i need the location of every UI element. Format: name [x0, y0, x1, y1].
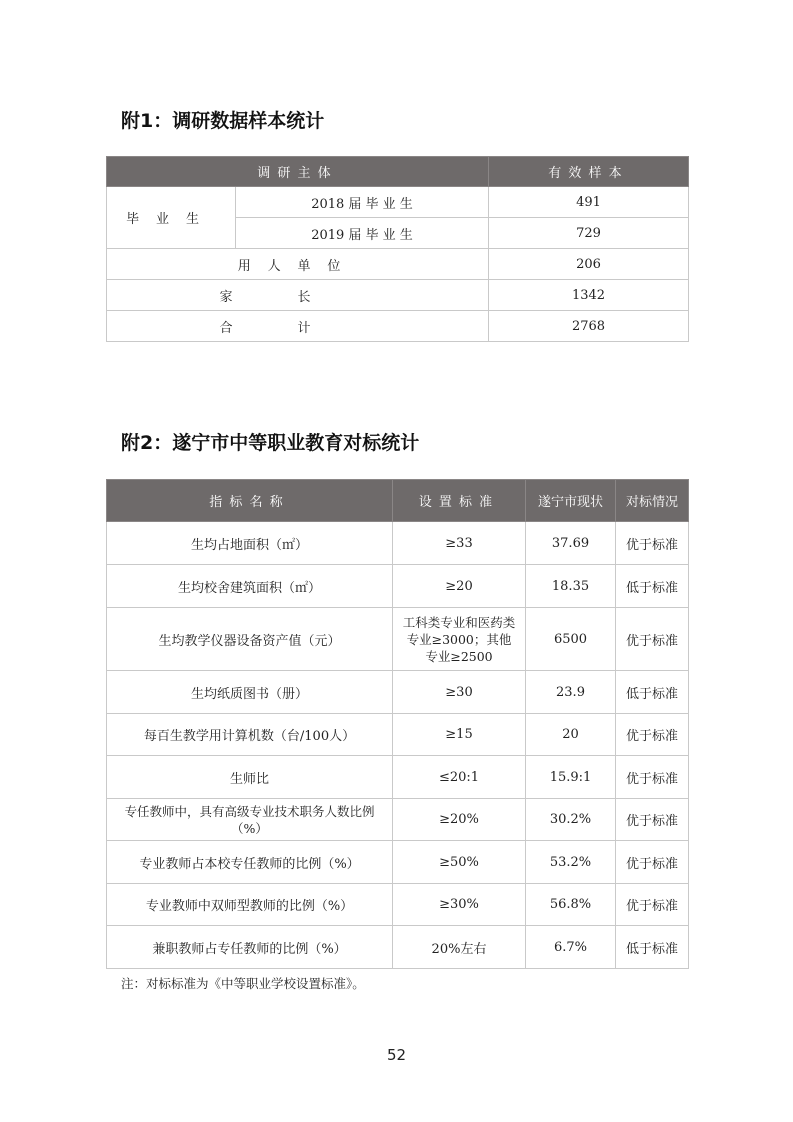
standard-cell: ≥50% — [393, 841, 526, 884]
current-cell: 18.35 — [526, 565, 616, 608]
standard-cell: ≥15 — [393, 714, 526, 756]
row-subject: 家长 — [107, 280, 489, 311]
indicator-cell: 生师比 — [107, 756, 393, 799]
row-samples: 1342 — [489, 280, 689, 311]
row-subject: 2019 届 毕 业 生 — [236, 218, 489, 249]
indicator-cell: 每百生教学用计算机数（台/100人） — [107, 714, 393, 756]
result-cell: 优于标准 — [616, 608, 689, 671]
current-cell: 37.69 — [526, 522, 616, 565]
standard-cell: 工科类专业和医药类专业≥3000；其他专业≥2500 — [393, 608, 526, 671]
standard-cell: ≥20% — [393, 799, 526, 841]
table-row — [107, 714, 689, 756]
indicator-cell: 生均教学仪器设备资产值（元） — [107, 608, 393, 671]
graduates-group-label: 毕业生 — [107, 187, 236, 249]
result-cell: 优于标准 — [616, 522, 689, 565]
standard-cell: ≥33 — [393, 522, 526, 565]
table-note: 注：对标标准为《中等职业学校设置标准》。 — [121, 976, 365, 991]
table-row — [107, 565, 689, 608]
indicator-cell: 生均占地面积（㎡） — [107, 522, 393, 565]
current-cell: 23.9 — [526, 671, 616, 714]
standard-cell: ≥30% — [393, 884, 526, 926]
indicator-cell: 专任教师中，具有高级专业技术职务人数比例（%） — [107, 799, 393, 841]
row-samples: 729 — [489, 218, 689, 249]
result-cell: 低于标准 — [616, 565, 689, 608]
standard-cell: 20%左右 — [393, 926, 526, 969]
table-row — [107, 522, 689, 565]
indicator-cell: 专业教师占本校专任教师的比例（%） — [107, 841, 393, 884]
appendix2-title: 附2：遂宁市中等职业教育对标统计 — [121, 432, 420, 454]
header-samples: 有效样本 — [489, 157, 689, 187]
row-samples: 491 — [489, 187, 689, 218]
indicator-cell: 兼职教师占专任教师的比例（%） — [107, 926, 393, 969]
header-subject: 调研主体 — [107, 157, 489, 187]
current-cell: 6.7% — [526, 926, 616, 969]
current-cell: 15.9:1 — [526, 756, 616, 799]
table-row — [107, 608, 689, 671]
indicator-cell: 生均校舍建筑面积（㎡） — [107, 565, 393, 608]
current-cell: 6500 — [526, 608, 616, 671]
current-cell: 20 — [526, 714, 616, 756]
result-cell: 低于标准 — [616, 926, 689, 969]
standard-cell: ≥20 — [393, 565, 526, 608]
page-number: 52 — [386, 1046, 407, 1064]
result-cell: 优于标准 — [616, 884, 689, 926]
row-subject: 2018 届 毕 业 生 — [236, 187, 489, 218]
header-standard: 设置标准 — [393, 480, 526, 522]
indicator-cell: 专业教师中双师型教师的比例（%） — [107, 884, 393, 926]
table-row — [107, 841, 689, 884]
result-cell: 优于标准 — [616, 714, 689, 756]
table-row — [107, 799, 689, 841]
header-indicator: 指标名称 — [107, 480, 393, 522]
result-cell: 低于标准 — [616, 671, 689, 714]
result-cell: 优于标准 — [616, 799, 689, 841]
standard-cell: ≥30 — [393, 671, 526, 714]
header-result: 对标情况 — [616, 480, 689, 522]
result-cell: 优于标准 — [616, 841, 689, 884]
row-subject: 用人单位 — [107, 249, 489, 280]
sample-statistics-table — [106, 156, 689, 342]
row-subject: 合计 — [107, 311, 489, 342]
current-cell: 30.2% — [526, 799, 616, 841]
benchmark-table — [106, 479, 689, 969]
appendix1-title: 附1：调研数据样本统计 — [121, 110, 325, 132]
indicator-cell: 生均纸质图书（册） — [107, 671, 393, 714]
result-cell: 优于标准 — [616, 756, 689, 799]
current-cell: 53.2% — [526, 841, 616, 884]
header-current: 遂宁市现状 — [526, 480, 616, 522]
current-cell: 56.8% — [526, 884, 616, 926]
table-row — [107, 671, 689, 714]
row-samples: 2768 — [489, 311, 689, 342]
standard-cell: ≤20:1 — [393, 756, 526, 799]
table-row — [107, 884, 689, 926]
row-samples: 206 — [489, 249, 689, 280]
table-row — [107, 756, 689, 799]
table-row — [107, 926, 689, 969]
